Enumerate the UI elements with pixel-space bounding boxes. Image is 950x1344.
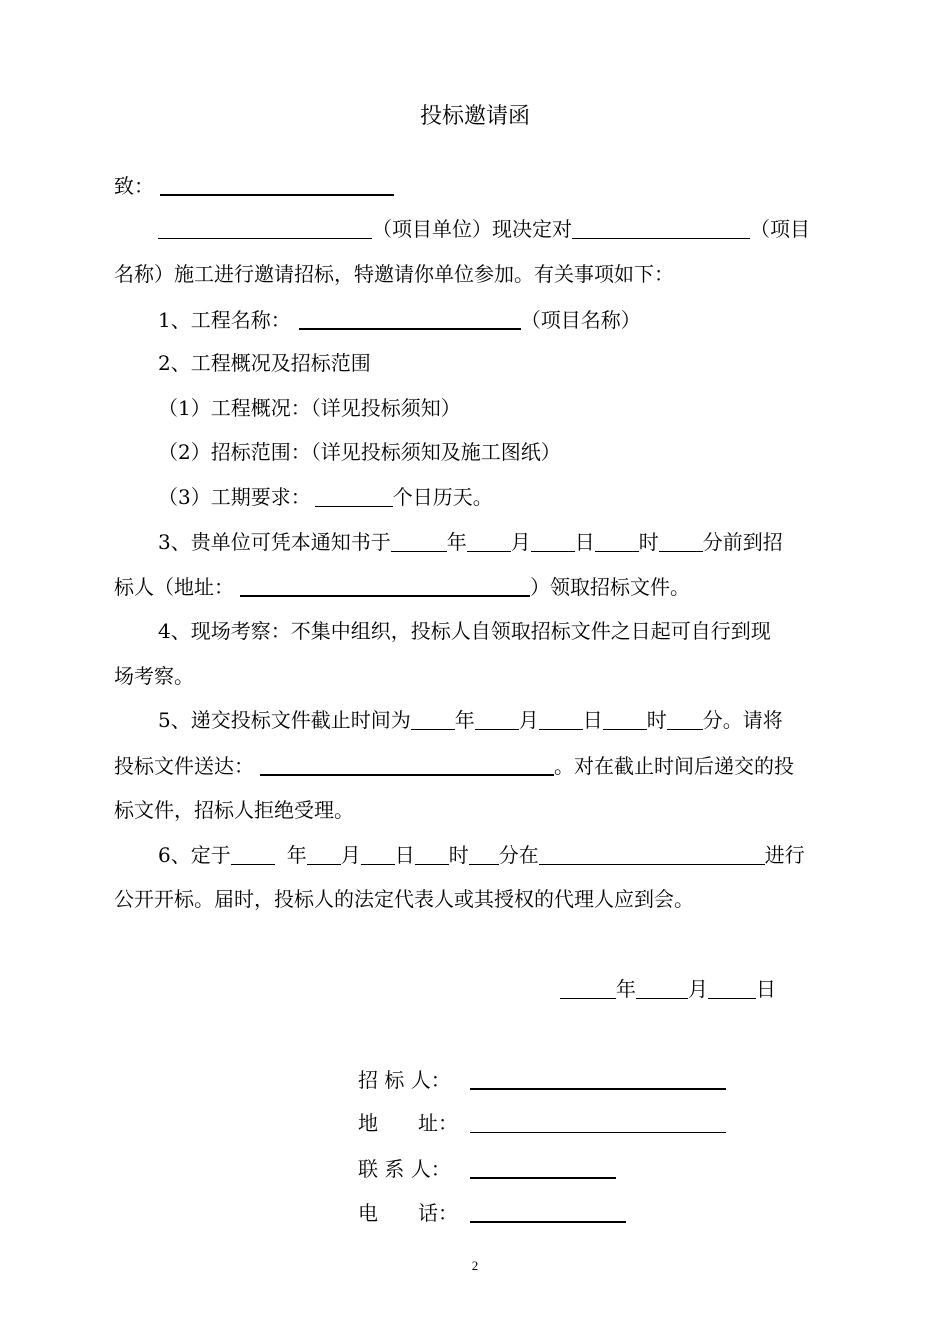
pickup-suffix: ）领取招标文件。: [530, 575, 690, 599]
page-number: 2: [471, 1258, 479, 1273]
opening-day-field[interactable]: [361, 842, 395, 865]
opening-location-field[interactable]: [539, 842, 765, 865]
delivery-address-field[interactable]: [260, 752, 554, 776]
item-2-sub-1: （1）工程概况：（详见投标须知）: [158, 396, 461, 420]
year-label: 年: [286, 843, 307, 867]
contact-field[interactable]: [470, 1155, 616, 1179]
opening-minute-field[interactable]: [469, 842, 499, 865]
opening-hour-field[interactable]: [415, 842, 449, 865]
phone-label: 电 话：: [358, 1201, 458, 1225]
item-6-label: 6、定于: [158, 843, 231, 867]
deadline-hour-field[interactable]: [603, 707, 647, 730]
recipient-line: [114, 172, 394, 199]
pickup-year-field[interactable]: [391, 529, 447, 552]
day-label: 日: [582, 708, 603, 732]
name-note: （项目: [750, 217, 810, 241]
intro-line-1: [158, 216, 810, 242]
item-1: [158, 306, 641, 333]
month-label: 月: [518, 708, 539, 732]
signature-address: [358, 1110, 726, 1136]
proceed-label: 进行: [764, 843, 805, 867]
item-1-label: 1、工程名称：: [158, 308, 291, 332]
recipient-field[interactable]: [160, 172, 394, 196]
signature-tenderer: [358, 1066, 726, 1093]
pickup-month-field[interactable]: [467, 529, 511, 552]
address-label: 标人（地址：: [114, 575, 234, 599]
duration-label: （3）工期要求：: [158, 485, 311, 509]
opening-year-field[interactable]: [231, 842, 275, 865]
duration-suffix: 个日历天。: [392, 485, 493, 509]
year-label: 年: [616, 977, 636, 1001]
pickup-day-field[interactable]: [531, 529, 575, 552]
to-label: 致：: [114, 174, 154, 198]
project-name-field[interactable]: [572, 216, 750, 239]
hour-label: 时: [448, 843, 469, 867]
signature-contact: [358, 1155, 616, 1182]
item-5-line-1: [158, 707, 783, 733]
month-label: 月: [340, 843, 361, 867]
day-label: 日: [756, 977, 776, 1001]
hour-label: 时: [646, 708, 667, 732]
date-month-field[interactable]: [636, 976, 688, 999]
date-day-field[interactable]: [708, 976, 756, 999]
deadline-year-field[interactable]: [411, 707, 455, 730]
month-label: 月: [510, 530, 531, 554]
item-3-label: 3、贵单位可凭本通知书于: [158, 530, 391, 554]
minute-label: 分。请将: [702, 708, 783, 732]
item-2-label: 2、工程概况及招标范围: [158, 351, 371, 375]
year-label: 年: [446, 530, 467, 554]
item-2-sub-3: [158, 484, 493, 510]
duration-field[interactable]: [315, 484, 393, 507]
contact-label: 联 系 人：: [358, 1157, 451, 1181]
deadline-minute-field[interactable]: [667, 707, 703, 730]
item-1-note: （项目名称）: [520, 308, 641, 332]
unit-note: （项目单位）现决定对: [372, 217, 572, 241]
pickup-address-field[interactable]: [240, 573, 530, 597]
sig-address-label: 地 址：: [358, 1111, 458, 1135]
item-3-line-2: [114, 573, 690, 600]
year-label: 年: [454, 708, 475, 732]
tenderer-label: 招 标 人：: [358, 1068, 451, 1092]
page-title: 投标邀请函: [419, 104, 530, 129]
item-4-line-2: 场考察。: [114, 664, 194, 688]
deliver-label: 投标文件送达：: [114, 754, 254, 778]
item-5-label: 5、递交投标文件截止时间为: [158, 708, 411, 732]
month-label: 月: [688, 977, 708, 1001]
item-5-line-3: 标文件，招标人拒绝受理。: [114, 798, 354, 822]
intro-line-2: 名称）施工进行邀请招标，特邀请你单位参加。有关事项如下：: [114, 262, 674, 286]
item-4-line-1: 4、现场考察：不集中组织，投标人自领取招标文件之日起可自行到现: [158, 619, 771, 643]
day-label: 日: [394, 843, 415, 867]
phone-field[interactable]: [470, 1199, 626, 1223]
item-6-line-2: 公开开标。届时，投标人的法定代表人或其授权的代理人应到会。: [114, 887, 694, 911]
hour-label: 时: [638, 530, 659, 554]
project-unit-field[interactable]: [158, 216, 372, 239]
pickup-hour-field[interactable]: [595, 529, 639, 552]
deadline-month-field[interactable]: [475, 707, 519, 730]
engineering-name-field[interactable]: [299, 306, 521, 330]
item-2-sub-2: （2）招标范围：（详见投标须知及施工图纸）: [158, 440, 561, 464]
day-label: 日: [574, 530, 595, 554]
date-year-field[interactable]: [560, 976, 616, 999]
tenderer-field[interactable]: [470, 1066, 726, 1090]
signature-phone: [358, 1199, 626, 1226]
item-3-line-1: [158, 529, 783, 555]
date-line: [560, 976, 776, 1002]
sig-address-field[interactable]: [470, 1110, 726, 1133]
item-5-line-2: [114, 752, 794, 779]
minute-at-label: 分在: [498, 843, 539, 867]
deadline-day-field[interactable]: [539, 707, 583, 730]
item-6-line-1: [158, 842, 805, 868]
minute-label: 分前到招: [702, 530, 783, 554]
opening-month-field[interactable]: [307, 842, 341, 865]
pickup-minute-field[interactable]: [659, 529, 703, 552]
deliver-suffix: 。对在截止时间后递交的投: [554, 754, 794, 778]
